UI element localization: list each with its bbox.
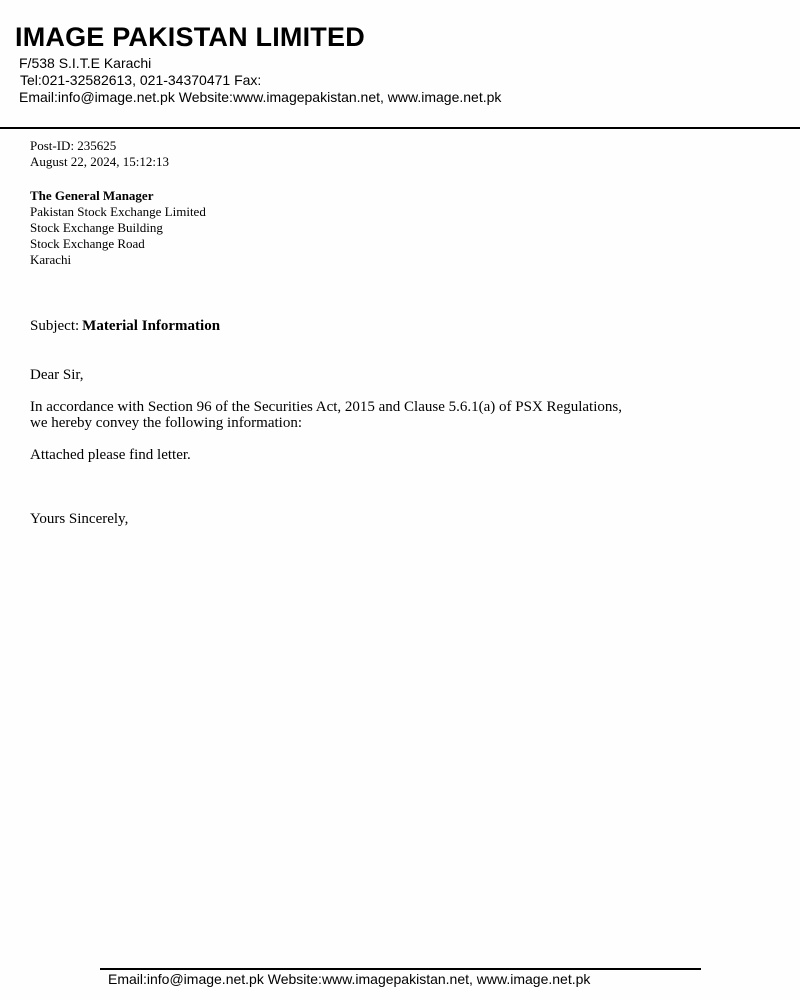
company-email-website: Email:info@image.net.pk Website:www.imagepakistan.net, www.image.net.pk [19,89,502,105]
footer-divider [100,968,701,970]
body-paragraph-line: In accordance with Section 96 of the Securities Act, 2015 and Clause 5.6.1(a) of PSX Regulations, [30,399,622,415]
post-date: August 22, 2024, 15:12:13 [30,154,170,169]
header-divider [0,127,800,129]
salutation: Dear Sir, [30,367,84,383]
company-name: IMAGE PAKISTAN LIMITED [15,22,365,52]
recipient-line: Pakistan Stock Exchange Limited [30,204,206,219]
recipient-title: The General Manager [30,188,154,203]
company-address: F/538 S.I.T.E Karachi [19,55,152,71]
company-phone-fax: Tel:021-32582613, 021-34370471 Fax: [20,72,262,88]
subject-value: Material Information [82,318,221,334]
subject-line [30,318,220,335]
post-id: Post-ID: 235625 [30,138,117,153]
recipient-line: Stock Exchange Road [30,236,145,251]
subject-label: Subject: [30,318,80,334]
recipient-line: Stock Exchange Building [30,220,163,235]
footer-email-website: Email:info@image.net.pk Website:www.imagepakistan.net, www.image.net.pk [108,971,591,987]
body-paragraph-line: we hereby convey the following information: [30,415,303,431]
recipient-line: Karachi [30,252,72,267]
closing: Yours Sincerely, [30,511,129,527]
attachment-note: Attached please find letter. [30,447,191,463]
